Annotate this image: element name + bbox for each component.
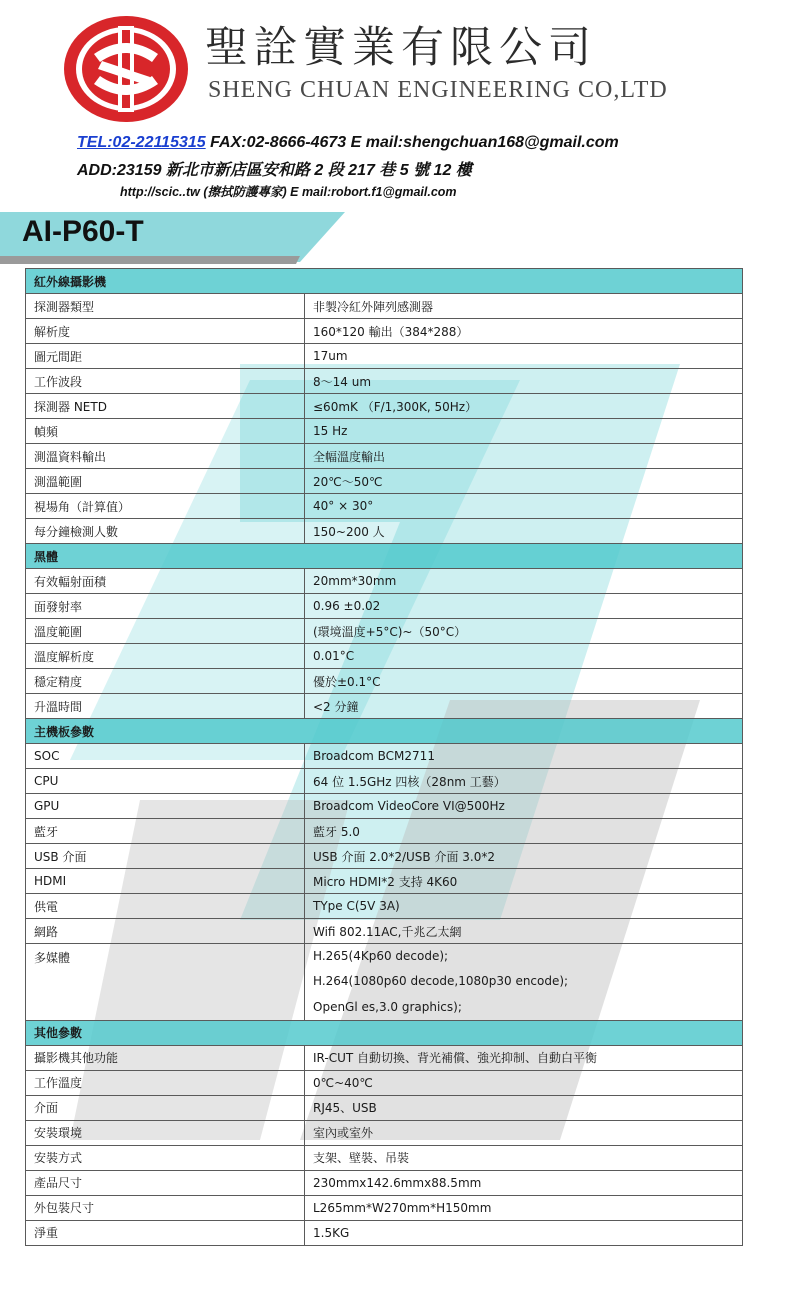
spec-row-multimedia (26, 944, 743, 1021)
spec-value: 室內或室外 (305, 1120, 743, 1145)
spec-label: 穩定精度 (26, 669, 305, 694)
spec-value-line: H.264(1080p60 decode,1080p30 encode); (313, 974, 569, 989)
section-header (26, 719, 743, 744)
spec-label: 幀頻 (26, 419, 305, 444)
spec-row (26, 669, 743, 694)
section-title: 其他參數 (26, 1020, 743, 1045)
spec-value: 8～14 um (305, 369, 743, 394)
spec-label: USB 介面 (26, 844, 305, 869)
spec-label: 淨重 (26, 1220, 305, 1245)
spec-value: 全幅溫度輸出 (305, 444, 743, 469)
spec-label: 溫度範圍 (26, 619, 305, 644)
spec-label: 測溫資料輸出 (26, 444, 305, 469)
spec-label: 測溫範圍 (26, 469, 305, 494)
spec-row (26, 569, 743, 594)
spec-row (26, 1070, 743, 1095)
spec-value: 藍牙 5.0 (305, 819, 743, 844)
spec-value: ≤60mK （F/1,300K, 50Hz） (305, 394, 743, 419)
spec-label: 安裝環境 (26, 1120, 305, 1145)
spec-label: 每分鐘檢測人數 (26, 519, 305, 544)
spec-value: 20℃～50℃ (305, 469, 743, 494)
fax-email: FAX:02-8666-4673 E mail:shengchuan168@gmail.com (205, 134, 619, 151)
section-header (26, 544, 743, 569)
section-header (26, 1020, 743, 1045)
spec-row (26, 1145, 743, 1170)
spec-row (26, 519, 743, 544)
spec-row (26, 619, 743, 644)
spec-row (26, 694, 743, 719)
spec-row (26, 769, 743, 794)
spec-label: 多媒體 (26, 944, 305, 1021)
spec-row (26, 794, 743, 819)
spec-label: 面發射率 (26, 594, 305, 619)
spec-label: 探測器類型 (26, 294, 305, 319)
section-title: 黑體 (26, 544, 743, 569)
spec-value: 17um (305, 344, 743, 369)
spec-row (26, 594, 743, 619)
spec-label: 有效輻射面積 (26, 569, 305, 594)
spec-value-line: OpenGl es,3.0 graphics); (313, 999, 462, 1014)
spec-row (26, 419, 743, 444)
company-name-chinese: 聖詮實業有限公司 (205, 23, 597, 73)
spec-label: 產品尺寸 (26, 1170, 305, 1195)
spec-label: 工作溫度 (26, 1070, 305, 1095)
spec-row (26, 1170, 743, 1195)
phone-link[interactable]: TEL:02-22115315 (77, 134, 206, 151)
spec-label: 溫度解析度 (26, 644, 305, 669)
spec-value-line: H.265(4Kp60 decode); (313, 949, 449, 963)
spec-value: 支架、壁裝、吊裝 (305, 1145, 743, 1170)
spec-value: IR-CUT 自動切換、背光補償、強光抑制、自動白平衡 (305, 1045, 743, 1070)
spec-label: CPU (26, 769, 305, 794)
spec-label: 外包裝尺寸 (26, 1195, 305, 1220)
spec-row (26, 894, 743, 919)
spec-row (26, 1045, 743, 1070)
spec-value: L265mm*W270mm*H150mm (305, 1195, 743, 1220)
spec-row (26, 644, 743, 669)
spec-label: 探測器 NETD (26, 394, 305, 419)
spec-label: 升溫時間 (26, 694, 305, 719)
section-header (26, 269, 743, 294)
spec-row (26, 444, 743, 469)
spec-row (26, 344, 743, 369)
spec-label: 介面 (26, 1095, 305, 1120)
spec-row (26, 744, 743, 769)
contact-line-phone (77, 134, 619, 152)
spec-value: 230mmx142.6mmx88.5mm (305, 1170, 743, 1195)
section-title: 主機板參數 (26, 719, 743, 744)
spec-value: Broadcom BCM2711 (305, 744, 743, 769)
spec-row (26, 294, 743, 319)
spec-label: GPU (26, 794, 305, 819)
spec-value: 優於±0.1°C (305, 669, 743, 694)
spec-row (26, 819, 743, 844)
spec-row (26, 1220, 743, 1245)
spec-value: 15 Hz (305, 419, 743, 444)
spec-value: <2 分鐘 (305, 694, 743, 719)
spec-value-multiline (305, 944, 743, 1021)
spec-label: 藍牙 (26, 819, 305, 844)
spec-label: 工作波段 (26, 369, 305, 394)
spec-label: 解析度 (26, 319, 305, 344)
spec-label: 攝影機其他功能 (26, 1045, 305, 1070)
product-model-title: AI-P60-T (22, 215, 144, 248)
spec-label: SOC (26, 744, 305, 769)
company-logo (62, 14, 190, 124)
spec-value: Micro HDMI*2 支持 4K60 (305, 869, 743, 894)
spec-value: TYpe C(5V 3A) (305, 894, 743, 919)
spec-value: 0.01°C (305, 644, 743, 669)
contact-line-web: http://scic..tw (擦拭防護專家) E mail:robort.f1@gmail.com (120, 185, 457, 199)
spec-value: Wifi 802.11AC,千兆乙太網 (305, 919, 743, 944)
spec-value: Broadcom VideoCore VI@500Hz (305, 794, 743, 819)
spec-row (26, 494, 743, 519)
spec-value: 20mm*30mm (305, 569, 743, 594)
spec-row (26, 319, 743, 344)
contact-line-address: ADD:23159 新北市新店區安和路 2 段 217 巷 5 號 12 樓 (77, 162, 472, 179)
spec-label: 網路 (26, 919, 305, 944)
spec-value: 160*120 輸出（384*288） (305, 319, 743, 344)
spec-row (26, 844, 743, 869)
spec-value: 64 位 1.5GHz 四核（28nm 工藝） (305, 769, 743, 794)
spec-label: 安裝方式 (26, 1145, 305, 1170)
spec-row (26, 919, 743, 944)
spec-row (26, 1095, 743, 1120)
spec-label: 供電 (26, 894, 305, 919)
spec-row (26, 1195, 743, 1220)
spec-row (26, 869, 743, 894)
company-name-english: SHENG CHUAN ENGINEERING CO,LTD (208, 77, 668, 103)
spec-label: 圖元間距 (26, 344, 305, 369)
spec-row (26, 394, 743, 419)
spec-row (26, 1120, 743, 1145)
spec-row (26, 469, 743, 494)
section-title: 紅外線攝影機 (26, 269, 743, 294)
spec-value: 150~200 人 (305, 519, 743, 544)
spec-value: 0.96 ±0.02 (305, 594, 743, 619)
spec-value: 40° × 30° (305, 494, 743, 519)
spec-table (25, 268, 743, 1246)
spec-value: 0℃~40℃ (305, 1070, 743, 1095)
spec-value: (環境溫度+5°C)~（50°C） (305, 619, 743, 644)
spec-row (26, 369, 743, 394)
spec-value: 非製冷紅外陣列感測器 (305, 294, 743, 319)
spec-value: RJ45、USB (305, 1095, 743, 1120)
spec-label: HDMI (26, 869, 305, 894)
spec-value: USB 介面 2.0*2/USB 介面 3.0*2 (305, 844, 743, 869)
spec-value: 1.5KG (305, 1220, 743, 1245)
spec-label: 視場角（計算值） (26, 494, 305, 519)
